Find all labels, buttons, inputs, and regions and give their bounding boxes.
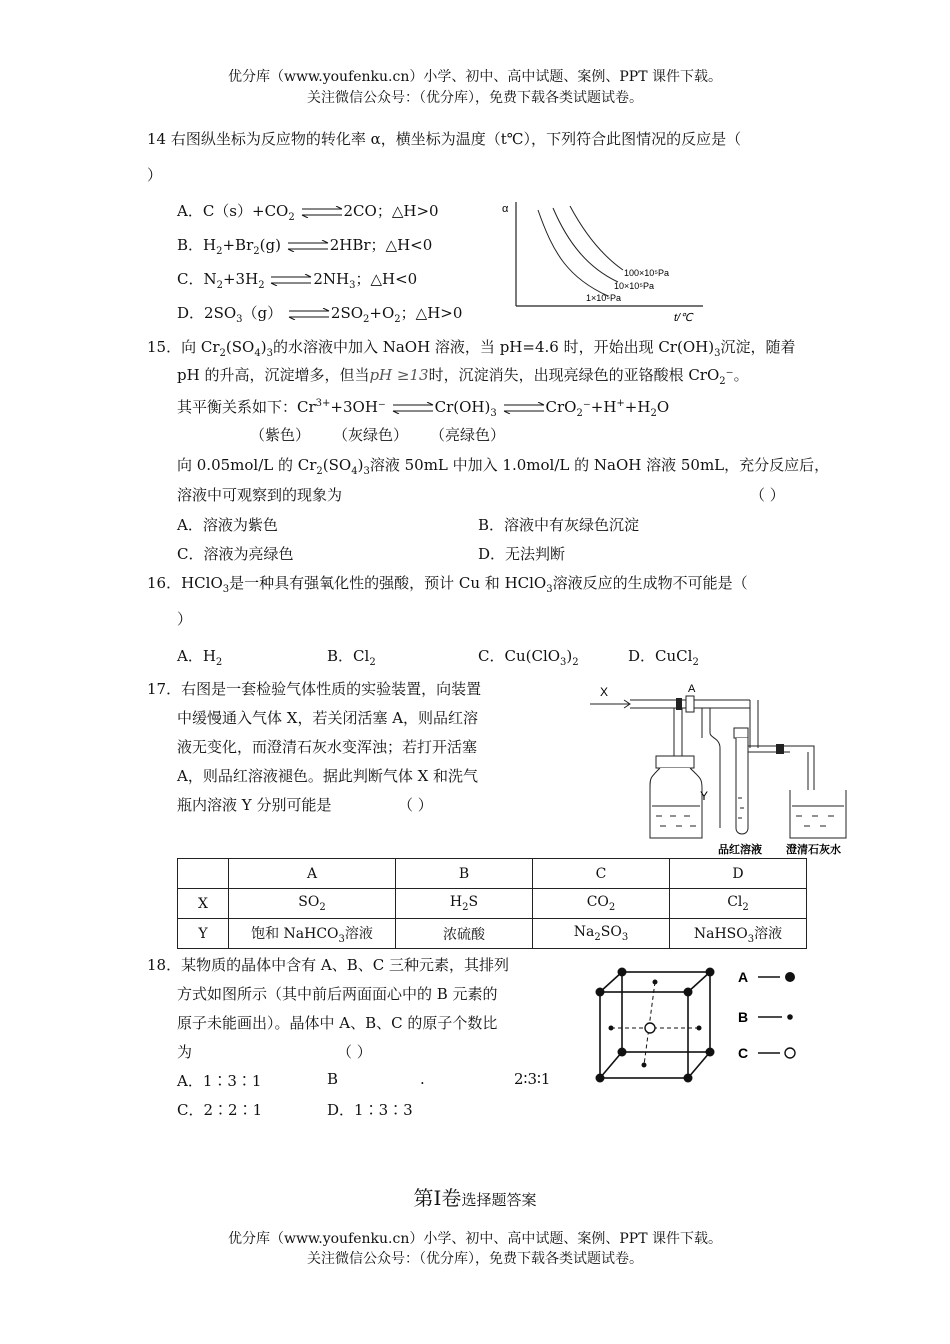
q14-option-c: C．$N_2+3H_2$ $2NH_3$；△H<0 bbox=[177, 270, 418, 291]
table-cell: $CO_2$ bbox=[533, 889, 670, 919]
table-cell: C bbox=[533, 859, 670, 889]
q15-answer-paren: （ ） bbox=[750, 486, 785, 504]
table-cell: NaHSO$_3$溶液 bbox=[670, 919, 807, 949]
table-cell: $H_2S$ bbox=[396, 889, 533, 919]
q15-color-brightgreen: （亮绿色） bbox=[430, 426, 506, 444]
x-axis-label: t/℃ bbox=[674, 312, 693, 323]
curve-label-1: 1×10⁵Pa bbox=[586, 293, 622, 303]
gas-test-apparatus-figure bbox=[590, 678, 855, 860]
atom-a bbox=[684, 988, 693, 997]
section-title: 第Ⅰ卷选择题答案 bbox=[413, 1186, 537, 1210]
wash-bottle-cap bbox=[656, 756, 694, 768]
q18-option-d: D．1∶3∶3 bbox=[327, 1101, 413, 1119]
valve-a-label: A bbox=[688, 683, 696, 695]
equilibrium-arrow-icon bbox=[286, 240, 330, 252]
curve-1e5pa bbox=[538, 210, 608, 296]
header-line-2: 关注微信公众号：（优分库），免费下载各类试题试卷。 bbox=[307, 90, 643, 106]
table-cell: Y bbox=[178, 919, 229, 949]
q18-option-b: B bbox=[327, 1070, 339, 1088]
atom-a bbox=[596, 1074, 605, 1083]
q14-option-d: D．$2SO_3(g)$ $2SO_2+O_2$；△H>0 bbox=[177, 304, 463, 325]
curve-label-100: 100×10⁵Pa bbox=[624, 268, 670, 278]
q18-option-a: A．1∶3∶1 bbox=[177, 1072, 262, 1090]
q16-option-a: A．$H_2$ bbox=[177, 647, 223, 668]
q17-line-1: 17．右图是一套检验气体性质的实验装置，向装置 bbox=[147, 680, 482, 698]
q18-line-3: 原子未能画出）。晶体中 A、B、C 的原子个数比 bbox=[177, 1014, 498, 1032]
q18-option-b-value: 2∶3∶1 bbox=[514, 1070, 551, 1088]
legend-b: B bbox=[738, 1009, 749, 1025]
q17-line-5: 瓶内溶液 Y 分别可能是 bbox=[177, 796, 332, 814]
footer-line-1: 优分库（www.youfenku.cn）小学、初中、高中试题、案例、PPT 课件下载。 bbox=[227, 1231, 722, 1247]
q14-option-a: A．$C(s)+CO_2$ 2CO；△H>0 bbox=[177, 202, 439, 223]
atom-b bbox=[653, 980, 658, 985]
q15-line-1: 15．向 $Cr_2(SO_4)_3$的水溶液中加入 NaOH 溶液，当 pH=4.6 时，开始出现 $Cr(OH)_3$沉淀，随着 bbox=[147, 338, 796, 359]
q16-stem: 16．HClO$_3$是一种具有强氧化性的强酸，预计 Cu 和 HClO$_3$溶液反应的生成物不可能是（ bbox=[147, 574, 748, 595]
wash-bottle bbox=[650, 768, 702, 838]
legend-a: A bbox=[738, 969, 749, 985]
q15-equilibrium: 其平衡关系如下：$Cr^{3+}+3OH^-$ $Cr(OH)_3$ $CrO_2^-+H^++H_2O$ bbox=[177, 398, 670, 419]
equilibrium-arrow-icon bbox=[269, 274, 313, 286]
q15-option-a: A．溶液为紫色 bbox=[177, 516, 278, 534]
atom-b bbox=[642, 1063, 647, 1068]
solution-y-label: Y bbox=[700, 789, 709, 803]
table-cell: B bbox=[396, 859, 533, 889]
footer-line-2: 关注微信公众号：（优分库），免费下载各类试题试卷。 bbox=[307, 1251, 643, 1267]
q17-line-4: A，则品红溶液褪色。据此判断气体 X 和洗气 bbox=[177, 767, 479, 785]
legend-a-atom bbox=[785, 972, 795, 982]
equilibrium-arrow-icon bbox=[391, 402, 435, 414]
header-line-1: 优分库（www.youfenku.cn）小学、初中、高中试题、案例、PPT 课件下载。 bbox=[227, 69, 722, 85]
limewater-beaker bbox=[790, 790, 846, 838]
table-cell: 浓硫酸 bbox=[396, 919, 533, 949]
q16-option-c: C．$Cu(ClO_3)_2$ bbox=[478, 647, 579, 668]
pinhong-label: 品红溶液 bbox=[718, 844, 762, 856]
atom-a bbox=[706, 968, 715, 977]
table-cell bbox=[178, 859, 229, 889]
table-cell: 饱和 NaHCO$_3$溶液 bbox=[229, 919, 396, 949]
y-axis-label: α bbox=[502, 203, 509, 215]
atom-b bbox=[697, 1026, 702, 1031]
curve-100e5pa bbox=[570, 206, 623, 270]
q17-line-2: 中缓慢通入气体 X，若关闭活塞 A，则品红溶 bbox=[177, 709, 479, 727]
table-cell: A bbox=[229, 859, 396, 889]
atom-a bbox=[618, 968, 627, 977]
q18-option-c: C．2∶2∶1 bbox=[177, 1101, 263, 1119]
table-cell: $Cl_2$ bbox=[670, 889, 807, 919]
crystal-lattice-figure bbox=[592, 962, 812, 1088]
atom-a bbox=[706, 1048, 715, 1057]
atom-c bbox=[645, 1023, 655, 1033]
q16-option-d: D．CuCl$_2$ bbox=[628, 647, 699, 668]
limewater-label: 澄清石灰水 bbox=[786, 844, 841, 856]
table-cell: $Na_2SO_3$ bbox=[533, 919, 670, 949]
q15-line-5: 溶液中可观察到的现象为 bbox=[177, 486, 343, 504]
table-row-y bbox=[178, 919, 807, 949]
q18-answer-paren: （ ） bbox=[337, 1043, 372, 1061]
atom-a bbox=[618, 1048, 627, 1057]
q15-color-purple: （紫色） bbox=[250, 426, 311, 444]
q18-line-1: 18．某物质的晶体中含有 A、B、C 三种元素，其排列 bbox=[147, 956, 509, 974]
legend-c: C bbox=[738, 1045, 749, 1061]
q16-stem-end: ） bbox=[177, 610, 193, 628]
curve-label-10: 10×10⁵Pa bbox=[614, 281, 655, 291]
q14-stem-end: ） bbox=[147, 166, 163, 184]
legend-b-atom bbox=[787, 1014, 793, 1020]
conversion-temperature-graph bbox=[498, 198, 708, 323]
q18-option-b-dot: . bbox=[420, 1070, 425, 1088]
atom-b bbox=[609, 1026, 614, 1031]
gas-x-label: X bbox=[600, 685, 609, 699]
q18-line-2: 方式如图所示（其中前后两面面心中的 B 元素的 bbox=[177, 985, 498, 1003]
q15-color-graygreen: （灰绿色） bbox=[333, 426, 409, 444]
table-row-x bbox=[178, 889, 807, 919]
curve-10e5pa bbox=[553, 208, 618, 282]
q17-options-table bbox=[177, 858, 807, 949]
table-cell: D bbox=[670, 859, 807, 889]
q14-stem: 14 右图纵坐标为反应物的转化率 α，横坐标为温度（t℃），下列符合此图情况的反应是（ bbox=[147, 130, 742, 148]
equilibrium-arrow-icon bbox=[287, 308, 331, 320]
pinhong-tube bbox=[736, 738, 748, 834]
q15-line-2: pH 的升高，沉淀增多，但当pH ≥13时，沉淀消失，出现亮绿色的亚铬酸根 CrO$_2$⁻。 bbox=[177, 366, 749, 387]
q15-option-b: B．溶液中有灰绿色沉淀 bbox=[478, 516, 640, 534]
q17-line-3: 液无变化，而澄清石灰水变浑浊；若打开活塞 bbox=[177, 738, 478, 756]
q15-option-d: D．无法判断 bbox=[478, 545, 566, 563]
legend-c-atom bbox=[785, 1048, 795, 1058]
q16-option-b: B．$Cl_2$ bbox=[327, 647, 376, 668]
atom-a bbox=[684, 1074, 693, 1083]
q15-line-4: 向 0.05mol/L 的 $Cr_2(SO_4)_3$溶液 50mL 中加入 1.0mol/L 的 NaOH 溶液 50mL，充分反应后， bbox=[177, 456, 830, 477]
table-cell: $SO_2$ bbox=[229, 889, 396, 919]
atom-a bbox=[596, 988, 605, 997]
valve-a bbox=[686, 696, 694, 712]
equilibrium-arrow-icon bbox=[502, 402, 546, 414]
q18-line-4: 为 bbox=[177, 1043, 193, 1061]
q14-option-b: B．$H_2+Br_2(g)$ 2HBr；△H<0 bbox=[177, 236, 433, 257]
table-cell: X bbox=[178, 889, 229, 919]
table-header-row bbox=[178, 859, 807, 889]
equilibrium-arrow-icon bbox=[300, 206, 344, 218]
q17-answer-paren: （ ） bbox=[398, 796, 433, 814]
q15-option-c: C．溶液为亮绿色 bbox=[177, 545, 294, 563]
